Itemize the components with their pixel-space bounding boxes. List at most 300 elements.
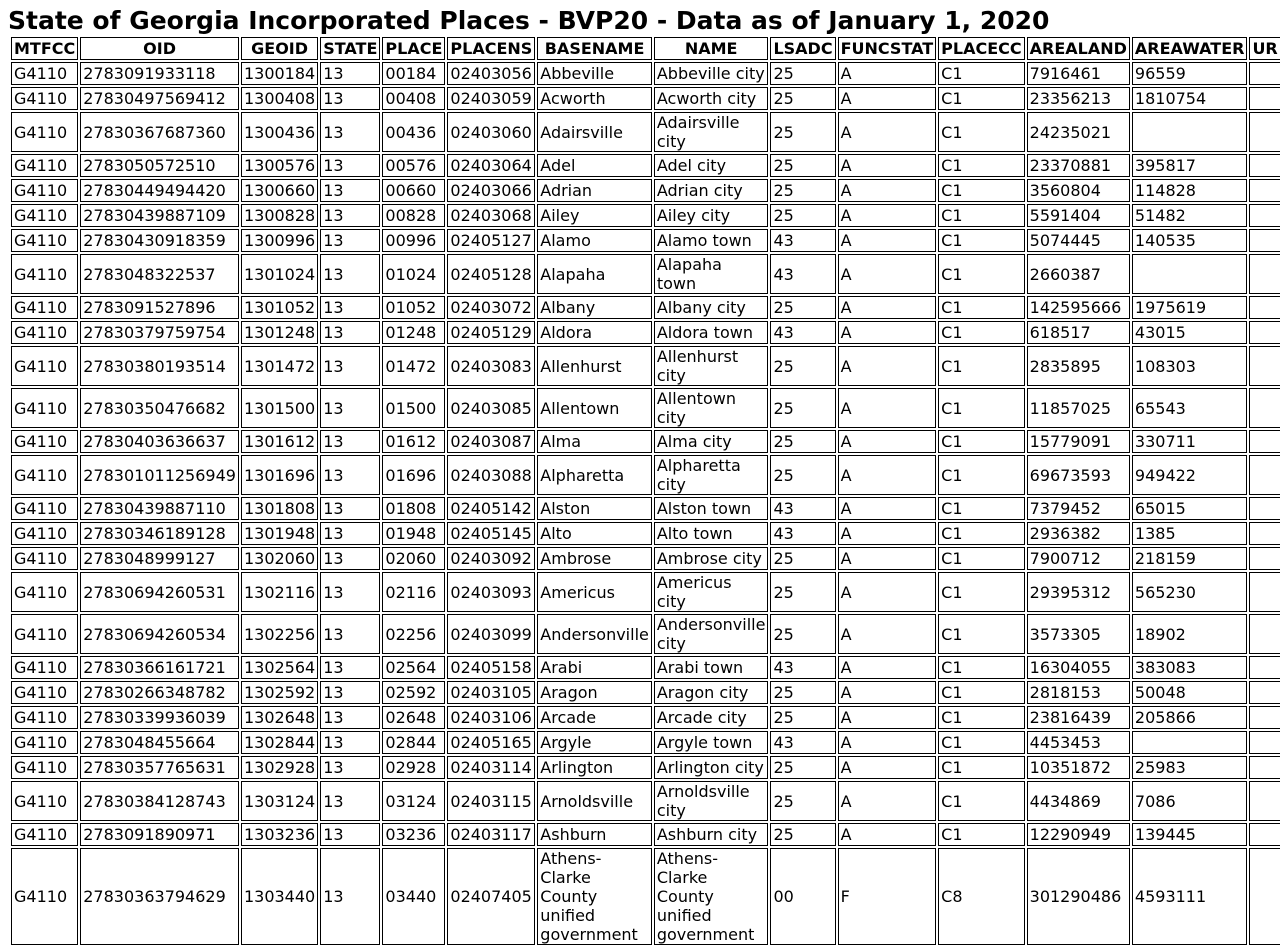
table-cell: A: [838, 756, 937, 779]
table-cell: Acworth: [537, 87, 652, 110]
table-cell: G4110: [11, 112, 78, 152]
table-cell: Alma city: [654, 430, 769, 453]
table-cell: A: [838, 522, 937, 545]
table-cell: [1132, 112, 1248, 152]
table-cell: 43: [770, 522, 835, 545]
table-row: [11, 204, 1280, 227]
table-cell: C1: [938, 254, 1024, 294]
table-cell: 02403059: [447, 87, 535, 110]
table-cell: 13: [320, 346, 380, 386]
table-cell: 00996: [382, 229, 445, 252]
table-row: [11, 346, 1280, 386]
table-cell: [1249, 547, 1280, 570]
table-cell: 1300828: [241, 204, 318, 227]
table-cell: 02405165: [447, 731, 535, 754]
table-cell: A: [838, 614, 937, 654]
table-cell: G4110: [11, 731, 78, 754]
table-cell: Aldora: [537, 321, 652, 344]
column-header: OID: [80, 37, 239, 60]
table-cell: 27830367687360: [80, 112, 239, 152]
table-cell: A: [838, 346, 937, 386]
table-cell: Ashburn city: [654, 823, 769, 846]
table-cell: C1: [938, 62, 1024, 85]
table-cell: C1: [938, 388, 1024, 428]
table-cell: [1249, 522, 1280, 545]
table-row: [11, 497, 1280, 520]
column-header: FUNCSTAT: [838, 37, 937, 60]
table-row: [11, 823, 1280, 846]
table-cell: 13: [320, 848, 380, 945]
table-cell: 25: [770, 296, 835, 319]
table-cell: 1300660: [241, 179, 318, 202]
table-cell: Arnoldsville city: [654, 781, 769, 821]
table-cell: 4593111: [1132, 848, 1248, 945]
table-cell: [1249, 823, 1280, 846]
table-cell: Alamo: [537, 229, 652, 252]
table-cell: 13: [320, 706, 380, 729]
table-cell: 2936382: [1027, 522, 1130, 545]
table-cell: 27830694260534: [80, 614, 239, 654]
table-cell: 12290949: [1027, 823, 1130, 846]
table-cell: 27830430918359: [80, 229, 239, 252]
table-row: [11, 656, 1280, 679]
table-cell: 24235021: [1027, 112, 1130, 152]
table-row: [11, 388, 1280, 428]
table-cell: C1: [938, 706, 1024, 729]
table-cell: 13: [320, 229, 380, 252]
table-cell: C1: [938, 179, 1024, 202]
table-cell: C1: [938, 321, 1024, 344]
table-cell: 218159: [1132, 547, 1248, 570]
table-cell: 13: [320, 154, 380, 177]
table-cell: 02405127: [447, 229, 535, 252]
table-cell: [1249, 296, 1280, 319]
table-cell: C1: [938, 430, 1024, 453]
table-cell: G4110: [11, 848, 78, 945]
table-cell: 02403106: [447, 706, 535, 729]
table-cell: 2835895: [1027, 346, 1130, 386]
table-cell: 1300576: [241, 154, 318, 177]
table-cell: G4110: [11, 547, 78, 570]
table-cell: C1: [938, 823, 1024, 846]
table-cell: [1249, 756, 1280, 779]
table-cell: 1300996: [241, 229, 318, 252]
table-cell: 03440: [382, 848, 445, 945]
table-cell: 330711: [1132, 430, 1248, 453]
table-cell: 25: [770, 179, 835, 202]
table-cell: G4110: [11, 346, 78, 386]
header-row: [11, 37, 1280, 60]
table-cell: Ashburn: [537, 823, 652, 846]
table-cell: 565230: [1132, 572, 1248, 612]
table-cell: 1385: [1132, 522, 1248, 545]
table-cell: [1249, 388, 1280, 428]
table-cell: 02403083: [447, 346, 535, 386]
table-cell: G4110: [11, 388, 78, 428]
table-cell: A: [838, 656, 937, 679]
table-cell: 25: [770, 756, 835, 779]
column-header: AREALAND: [1027, 37, 1130, 60]
table-cell: 02405128: [447, 254, 535, 294]
table-cell: 1303124: [241, 781, 318, 821]
table-cell: 2783091933118: [80, 62, 239, 85]
table-cell: G4110: [11, 430, 78, 453]
table-cell: 02403066: [447, 179, 535, 202]
table-cell: 2660387: [1027, 254, 1130, 294]
table-cell: C8: [938, 848, 1024, 945]
table-cell: Allenhurst: [537, 346, 652, 386]
table-cell: 23370881: [1027, 154, 1130, 177]
table-cell: 1301696: [241, 455, 318, 495]
table-cell: 13: [320, 87, 380, 110]
table-cell: A: [838, 823, 937, 846]
table-cell: 01808: [382, 497, 445, 520]
table-cell: 949422: [1132, 455, 1248, 495]
table-cell: G4110: [11, 254, 78, 294]
table-cell: 278301011256949: [80, 455, 239, 495]
table-cell: Albany: [537, 296, 652, 319]
table-cell: 25983: [1132, 756, 1248, 779]
table-cell: 43: [770, 497, 835, 520]
table-cell: C1: [938, 229, 1024, 252]
table-cell: 02403099: [447, 614, 535, 654]
table-row: [11, 229, 1280, 252]
table-cell: 96559: [1132, 62, 1248, 85]
table-cell: 205866: [1132, 706, 1248, 729]
table-cell: 02256: [382, 614, 445, 654]
table-cell: 03236: [382, 823, 445, 846]
table-cell: Acworth city: [654, 87, 769, 110]
table-cell: Athens-Clarke County unified government: [654, 848, 769, 945]
table-cell: 43: [770, 229, 835, 252]
table-cell: Americus city: [654, 572, 769, 612]
table-cell: 1301052: [241, 296, 318, 319]
table-cell: C1: [938, 522, 1024, 545]
table-cell: 4434869: [1027, 781, 1130, 821]
column-header: PLACENS: [447, 37, 535, 60]
table-cell: 02564: [382, 656, 445, 679]
table-cell: 1975619: [1132, 296, 1248, 319]
table-cell: G4110: [11, 87, 78, 110]
table-cell: 25: [770, 781, 835, 821]
table-cell: [1249, 254, 1280, 294]
table-cell: 00660: [382, 179, 445, 202]
table-cell: 00184: [382, 62, 445, 85]
table-cell: C1: [938, 346, 1024, 386]
table-cell: 01472: [382, 346, 445, 386]
table-cell: 02403092: [447, 547, 535, 570]
table-cell: G4110: [11, 614, 78, 654]
table-cell: [1249, 430, 1280, 453]
table-cell: 2783050572510: [80, 154, 239, 177]
table-cell: 13: [320, 572, 380, 612]
table-cell: 7379452: [1027, 497, 1130, 520]
table-cell: 43: [770, 321, 835, 344]
table-cell: 01052: [382, 296, 445, 319]
table-cell: 27830694260531: [80, 572, 239, 612]
table-cell: 13: [320, 455, 380, 495]
table-cell: 3573305: [1027, 614, 1130, 654]
table-row: [11, 522, 1280, 545]
table-cell: Ambrose city: [654, 547, 769, 570]
table-cell: 02403117: [447, 823, 535, 846]
table-cell: 2783048455664: [80, 731, 239, 754]
table-cell: 27830357765631: [80, 756, 239, 779]
table-cell: G4110: [11, 706, 78, 729]
table-cell: C1: [938, 112, 1024, 152]
table-cell: Americus: [537, 572, 652, 612]
table-cell: 1303440: [241, 848, 318, 945]
table-cell: G4110: [11, 455, 78, 495]
table-cell: 2783091890971: [80, 823, 239, 846]
table-cell: Aldora town: [654, 321, 769, 344]
table-cell: 02405145: [447, 522, 535, 545]
table-cell: [1249, 706, 1280, 729]
table-cell: 25: [770, 154, 835, 177]
table-cell: C1: [938, 455, 1024, 495]
table-cell: 618517: [1027, 321, 1130, 344]
table-cell: G4110: [11, 681, 78, 704]
table-cell: Alpharetta city: [654, 455, 769, 495]
table-row: [11, 154, 1280, 177]
table-cell: 03124: [382, 781, 445, 821]
table-cell: 142595666: [1027, 296, 1130, 319]
table-cell: 25: [770, 572, 835, 612]
table-row: [11, 572, 1280, 612]
table-cell: 7086: [1132, 781, 1248, 821]
table-row: [11, 254, 1280, 294]
table-cell: 140535: [1132, 229, 1248, 252]
table-cell: 02405142: [447, 497, 535, 520]
table-cell: 25: [770, 112, 835, 152]
table-cell: 10351872: [1027, 756, 1130, 779]
table-cell: [1249, 154, 1280, 177]
table-cell: Allentown city: [654, 388, 769, 428]
table-cell: Abbeville city: [654, 62, 769, 85]
table-cell: Adel: [537, 154, 652, 177]
table-row: [11, 848, 1280, 945]
table-cell: Alpharetta: [537, 455, 652, 495]
table-cell: G4110: [11, 572, 78, 612]
table-cell: 02403060: [447, 112, 535, 152]
table-cell: 00828: [382, 204, 445, 227]
table-cell: 27830346189128: [80, 522, 239, 545]
table-cell: 2783048322537: [80, 254, 239, 294]
table-cell: 13: [320, 296, 380, 319]
table-cell: G4110: [11, 756, 78, 779]
table-cell: Adrian: [537, 179, 652, 202]
table-cell: 13: [320, 756, 380, 779]
table-cell: 3560804: [1027, 179, 1130, 202]
table-cell: 02844: [382, 731, 445, 754]
table-cell: Argyle town: [654, 731, 769, 754]
table-cell: C1: [938, 296, 1024, 319]
table-cell: C1: [938, 731, 1024, 754]
table-cell: 25: [770, 614, 835, 654]
table-cell: 13: [320, 112, 380, 152]
places-table: [9, 35, 1280, 947]
table-cell: 27830439887109: [80, 204, 239, 227]
table-cell: Alto: [537, 522, 652, 545]
table-cell: Arabi: [537, 656, 652, 679]
page-title: State of Georgia Incorporated Places - BVP20 - Data as of January 1, 2020: [8, 6, 1050, 35]
table-cell: 301290486: [1027, 848, 1130, 945]
table-cell: 27830366161721: [80, 656, 239, 679]
table-cell: 1301612: [241, 430, 318, 453]
table-cell: A: [838, 296, 937, 319]
table-cell: G4110: [11, 497, 78, 520]
table-cell: 1301472: [241, 346, 318, 386]
table-cell: 01948: [382, 522, 445, 545]
table-cell: 1301948: [241, 522, 318, 545]
table-cell: 2783048999127: [80, 547, 239, 570]
table-cell: 13: [320, 430, 380, 453]
table-cell: 51482: [1132, 204, 1248, 227]
table-cell: 25: [770, 455, 835, 495]
table-cell: [1249, 656, 1280, 679]
table-cell: 02403064: [447, 154, 535, 177]
table-cell: 27830439887110: [80, 497, 239, 520]
table-cell: C1: [938, 756, 1024, 779]
table-cell: G4110: [11, 823, 78, 846]
table-cell: 50048: [1132, 681, 1248, 704]
table-cell: 00: [770, 848, 835, 945]
table-cell: 1302060: [241, 547, 318, 570]
table-cell: 02403087: [447, 430, 535, 453]
table-cell: Adairsville: [537, 112, 652, 152]
table-cell: 25: [770, 346, 835, 386]
column-header: STATE: [320, 37, 380, 60]
table-row: [11, 430, 1280, 453]
table-row: [11, 87, 1280, 110]
table-cell: Alma: [537, 430, 652, 453]
table-cell: 29395312: [1027, 572, 1130, 612]
table-cell: 1301024: [241, 254, 318, 294]
table-row: [11, 296, 1280, 319]
table-cell: G4110: [11, 522, 78, 545]
table-cell: 01696: [382, 455, 445, 495]
table-cell: A: [838, 781, 937, 821]
table-cell: [1249, 848, 1280, 945]
table-cell: 02407405: [447, 848, 535, 945]
table-cell: A: [838, 154, 937, 177]
table-cell: 7900712: [1027, 547, 1130, 570]
table-cell: Alston town: [654, 497, 769, 520]
table-cell: 65543: [1132, 388, 1248, 428]
table-row: [11, 706, 1280, 729]
column-header: PLACE: [382, 37, 445, 60]
table-cell: 13: [320, 681, 380, 704]
table-cell: [1249, 681, 1280, 704]
table-cell: A: [838, 204, 937, 227]
table-cell: Adrian city: [654, 179, 769, 202]
table-cell: 25: [770, 430, 835, 453]
table-cell: 43: [770, 731, 835, 754]
table-cell: G4110: [11, 229, 78, 252]
table-cell: 1301808: [241, 497, 318, 520]
table-cell: A: [838, 731, 937, 754]
table-cell: 25: [770, 62, 835, 85]
table-cell: 01024: [382, 254, 445, 294]
column-header: AREAWATER: [1132, 37, 1248, 60]
table-cell: F: [838, 848, 937, 945]
table-cell: 01248: [382, 321, 445, 344]
table-cell: A: [838, 179, 937, 202]
table-cell: 1300408: [241, 87, 318, 110]
table-cell: 1301500: [241, 388, 318, 428]
table-cell: 1302592: [241, 681, 318, 704]
table-cell: 13: [320, 731, 380, 754]
table-cell: A: [838, 706, 937, 729]
table-cell: 7916461: [1027, 62, 1130, 85]
table-cell: Arcade city: [654, 706, 769, 729]
table-cell: G4110: [11, 781, 78, 821]
table-cell: 13: [320, 497, 380, 520]
table-cell: 02403115: [447, 781, 535, 821]
table-body: [11, 62, 1280, 945]
table-cell: 25: [770, 823, 835, 846]
table-cell: Argyle: [537, 731, 652, 754]
table-cell: 2818153: [1027, 681, 1130, 704]
table-cell: 13: [320, 614, 380, 654]
column-header: GEOID: [241, 37, 318, 60]
table-cell: [1249, 229, 1280, 252]
table-cell: 139445: [1132, 823, 1248, 846]
table-row: [11, 455, 1280, 495]
table-cell: Arlington: [537, 756, 652, 779]
column-header: NAME: [654, 37, 769, 60]
table-cell: 02403085: [447, 388, 535, 428]
table-cell: A: [838, 112, 937, 152]
table-cell: [1249, 614, 1280, 654]
table-row: [11, 62, 1280, 85]
table-cell: G4110: [11, 204, 78, 227]
table-cell: Arlington city: [654, 756, 769, 779]
table-cell: 13: [320, 656, 380, 679]
table-row: [11, 781, 1280, 821]
table-cell: Arabi town: [654, 656, 769, 679]
column-header: LSADC: [770, 37, 835, 60]
table-cell: A: [838, 321, 937, 344]
table-cell: 65015: [1132, 497, 1248, 520]
table-cell: 1302564: [241, 656, 318, 679]
table-cell: 2783091527896: [80, 296, 239, 319]
table-cell: Alto town: [654, 522, 769, 545]
table-cell: 1302648: [241, 706, 318, 729]
table-cell: 02403114: [447, 756, 535, 779]
table-cell: [1249, 455, 1280, 495]
table-cell: C1: [938, 497, 1024, 520]
table-cell: [1249, 204, 1280, 227]
table-cell: 25: [770, 706, 835, 729]
table-cell: 16304055: [1027, 656, 1130, 679]
table-cell: 02648: [382, 706, 445, 729]
table-cell: 18902: [1132, 614, 1248, 654]
table-cell: C1: [938, 614, 1024, 654]
table-cell: 13: [320, 254, 380, 294]
table-cell: Athens-Clarke County unified government: [537, 848, 652, 945]
table-row: [11, 112, 1280, 152]
table-cell: 27830497569412: [80, 87, 239, 110]
table-cell: 02060: [382, 547, 445, 570]
table-cell: Albany city: [654, 296, 769, 319]
table-cell: 1810754: [1132, 87, 1248, 110]
table-cell: C1: [938, 87, 1024, 110]
table-cell: 00436: [382, 112, 445, 152]
table-cell: Alapaha: [537, 254, 652, 294]
table-cell: A: [838, 572, 937, 612]
table-cell: Andersonville: [537, 614, 652, 654]
